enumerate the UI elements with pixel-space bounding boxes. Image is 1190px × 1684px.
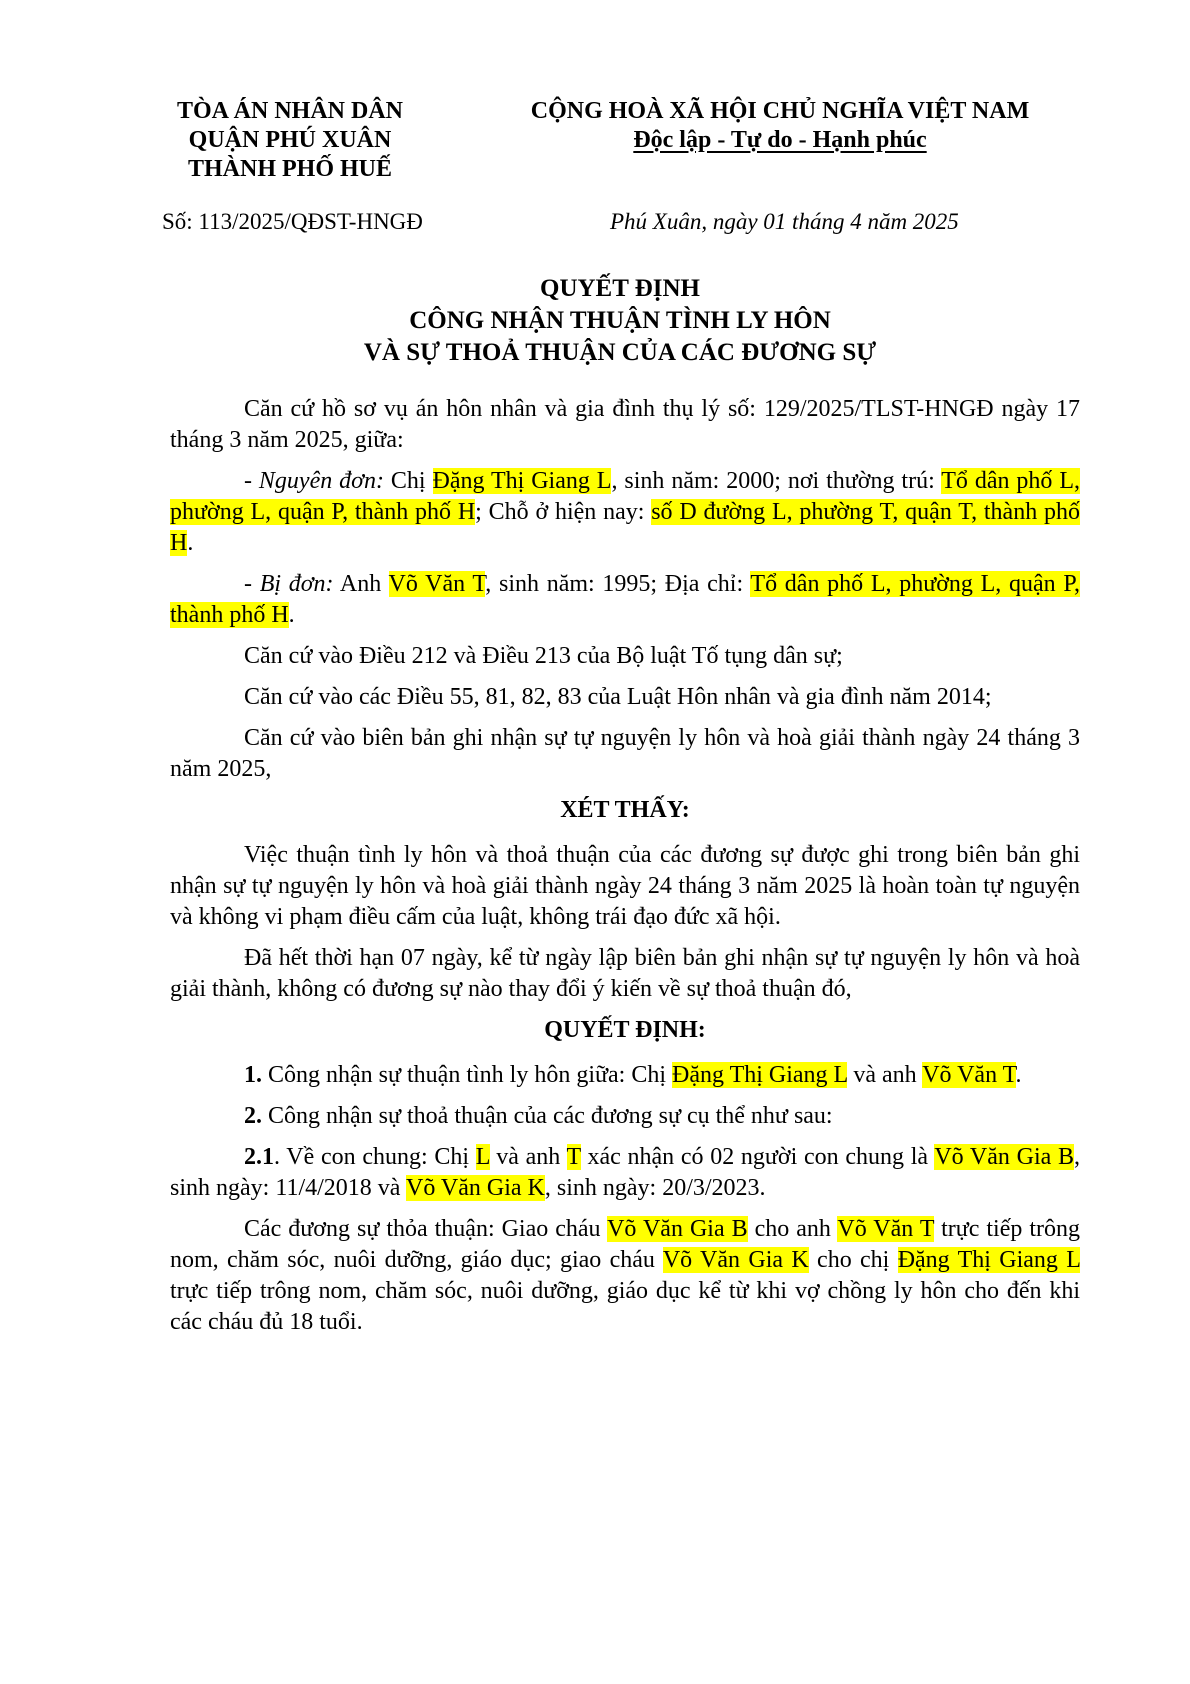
document-body xyxy=(170,394,1080,1348)
text-run: Anh xyxy=(333,571,389,597)
text-run: Công nhận sự thoả thuận của các đương sự cụ thể như sau: xyxy=(262,1103,833,1129)
text-run: , sinh ngày: 20/3/2023. xyxy=(544,1175,766,1201)
basis-paragraph-2: Căn cứ vào Điều 212 và Điều 213 của Bộ luật Tố tụng dân sự; xyxy=(244,643,843,669)
defendant-paragraph xyxy=(170,569,1080,631)
text-run: trực tiếp trông nom, chăm sóc, nuôi dưỡng, giáo dục kể từ khi vợ chồng ly hôn cho đến khi các cháu đủ 18 tuổi. xyxy=(170,1278,1080,1335)
place-date: Phú Xuân, ngày 01 tháng 4 năm 2025 xyxy=(610,209,959,234)
basis-paragraph-4: Căn cứ vào biên bản ghi nhận sự tự nguyện ly hôn và hoà giải thành ngày 24 tháng 3 năm 2025, xyxy=(170,725,1080,782)
text-run: . Về con chung: Chị xyxy=(274,1144,476,1170)
defendant-label: - Bị đơn: xyxy=(244,571,334,597)
defendant-name: Võ Văn T xyxy=(388,571,486,597)
text-run: , sinh năm: 1995; Địa chỉ: xyxy=(485,571,751,597)
text-run: và anh xyxy=(847,1062,923,1088)
decision-item-2 xyxy=(170,1101,1080,1132)
text-run: Chị xyxy=(383,468,433,494)
custody-child-2: Võ Văn Gia K xyxy=(662,1247,809,1273)
text-run: xác nhận có 02 người con chung là xyxy=(580,1144,935,1170)
defendant-address: Tổ dân phố L, phường L, quận P, thành phố H xyxy=(170,571,1081,628)
decision-item-1 xyxy=(170,1060,1080,1091)
child-1-name: Võ Văn Gia B xyxy=(934,1144,1074,1170)
father-initial: T xyxy=(566,1144,581,1170)
title-line-2: CÔNG NHẬN THUẬN TÌNH LY HÔN xyxy=(409,307,831,334)
nation-header xyxy=(480,97,1080,155)
decision-item-1-number: 1. xyxy=(244,1062,262,1088)
decision-husband-name: Võ Văn T xyxy=(922,1062,1016,1088)
court-line-1: TÒA ÁN NHÂN DÂN xyxy=(176,98,403,124)
decision-item-2-number: 2. xyxy=(244,1103,262,1129)
plaintiff-paragraph xyxy=(170,466,1080,559)
mother-initial: L xyxy=(475,1144,490,1170)
custody-child-1: Võ Văn Gia B xyxy=(607,1216,748,1242)
text-run: ; Chỗ ở hiện nay: xyxy=(475,499,652,525)
child-2-name: Võ Văn Gia K xyxy=(406,1175,545,1201)
basis-paragraph-3: Căn cứ vào các Điều 55, 81, 82, 83 của Luật Hôn nhân và gia đình năm 2014; xyxy=(244,684,992,710)
title-line-3: VÀ SỰ THOẢ THUẬN CỦA CÁC ĐƯƠNG SỰ xyxy=(363,339,877,366)
plaintiff-current-address: số D đường L, phường T, quận T, thành phố H xyxy=(170,499,1080,556)
court-line-2: QUẬN PHÚ XUÂN xyxy=(188,127,392,153)
title-line-1: QUYẾT ĐỊNH xyxy=(540,275,700,302)
findings-heading: XÉT THẤY: xyxy=(560,797,690,823)
decision-wife-name: Đặng Thị Giang L xyxy=(672,1062,848,1088)
court-header xyxy=(130,97,450,184)
plaintiff-residence: Tổ dân phố L, phường L, quận P, thành phố H xyxy=(170,468,1080,525)
findings-paragraph-2: Đã hết thời hạn 07 ngày, kể từ ngày lập biên bản ghi nhận sự tự nguyện ly hôn và hoà giải thành, không có đương sự nào thay đổi ý kiến về sự thoả thuận đó, xyxy=(170,945,1080,1002)
plaintiff-label: - Nguyên đơn: xyxy=(244,468,384,494)
text-run: cho chị xyxy=(808,1247,898,1273)
text-run: . xyxy=(288,602,295,628)
text-run: Các đương sự thỏa thuận: Giao cháu xyxy=(244,1216,608,1242)
nation-motto: Độc lập - Tự do - Hạnh phúc xyxy=(633,127,927,153)
custody-mother: Đặng Thị Giang L xyxy=(897,1247,1080,1273)
custody-paragraph xyxy=(170,1214,1080,1338)
text-run: cho anh xyxy=(747,1216,838,1242)
plaintiff-name: Đặng Thị Giang L xyxy=(432,468,612,494)
text-run: . xyxy=(1015,1062,1022,1088)
decision-heading: QUYẾT ĐỊNH: xyxy=(544,1017,706,1043)
text-run: và anh xyxy=(489,1144,567,1170)
basis-paragraph-1: Căn cứ hồ sơ vụ án hôn nhân và gia đình thụ lý số: 129/2025/TLST-HNGĐ ngày 17 tháng 3 năm 2025, giữa: xyxy=(170,396,1080,453)
text-run: trực tiếp trông nom, chăm sóc, nuôi dưỡng, giáo dục; giao cháu xyxy=(170,1216,1080,1273)
text-run: . xyxy=(187,530,194,556)
nation-name: CỘNG HOÀ XÃ HỘI CHỦ NGHĨA VIỆT NAM xyxy=(530,98,1030,124)
custody-father: Võ Văn T xyxy=(837,1216,935,1242)
text-run: , sinh ngày: 11/4/2018 và xyxy=(170,1144,1080,1201)
text-run: , sinh năm: 2000; nơi thường trú: xyxy=(611,468,942,494)
findings-paragraph-1: Việc thuận tình ly hôn và thoả thuận của các đương sự được ghi trong biên bản ghi nhận sự tự nguyện ly hôn và hoà giải thành ngày 24 tháng 3 năm 2025 là hoàn toàn tự nguyện và không vi phạm điều cấm của luật, không trái đạo đức xã hội. xyxy=(170,842,1080,930)
decision-item-2-1-number: 2.1 xyxy=(244,1144,274,1170)
document-number: Số: 113/2025/QĐST-HNGĐ xyxy=(162,209,423,234)
decision-item-2-1 xyxy=(170,1142,1080,1204)
text-run: Công nhận sự thuận tình ly hôn giữa: Chị xyxy=(262,1062,673,1088)
court-line-3: THÀNH PHỐ HUẾ xyxy=(187,156,392,182)
document-title xyxy=(170,273,1070,369)
